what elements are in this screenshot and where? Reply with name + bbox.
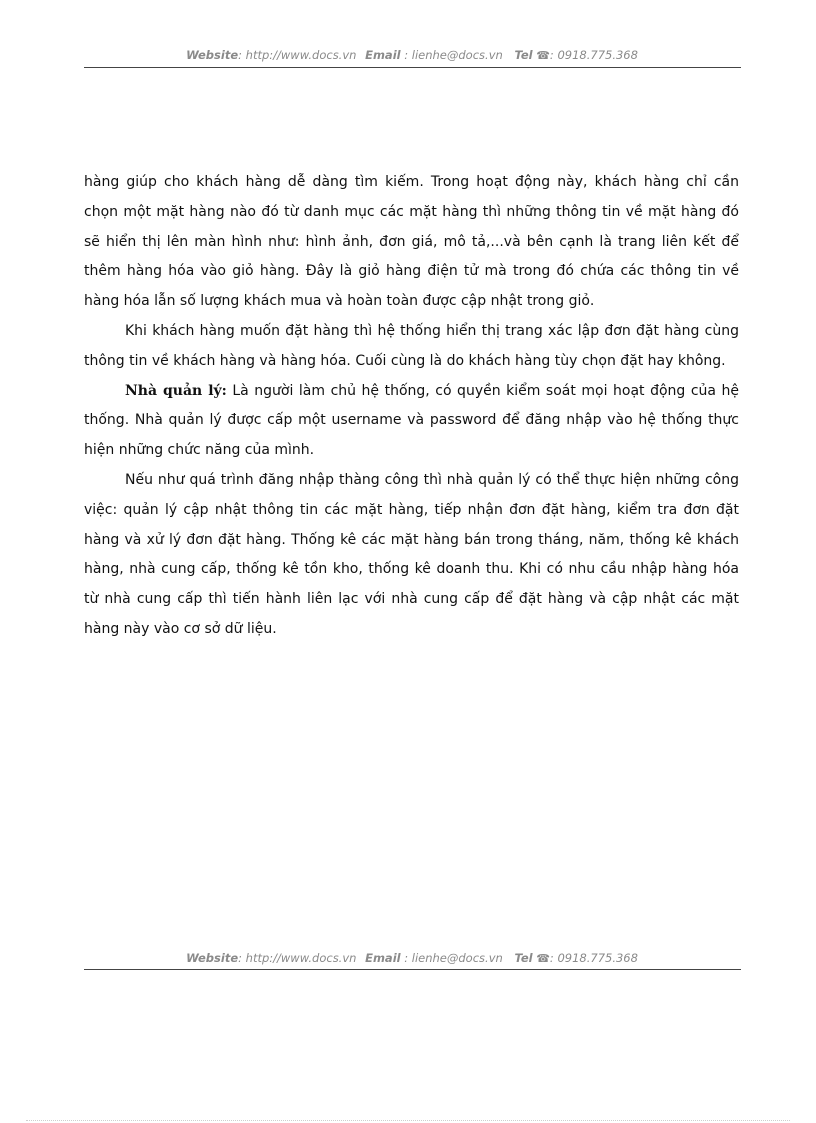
text-line: hiện những chức năng của mình. bbox=[84, 442, 315, 459]
footer-rule bbox=[84, 969, 741, 970]
header-website-value: : http://www.docs.vn bbox=[238, 48, 357, 62]
paragraph-2 bbox=[84, 317, 739, 377]
footer-tel-label: Tel bbox=[514, 951, 533, 965]
text-line bbox=[84, 377, 739, 407]
footer-website-label: Website bbox=[186, 951, 239, 965]
text-line: từ nhà cung cấp thì tiến hành liên lạc với nhà cung cấp để đặt hàng và cập nhật các mặt bbox=[84, 591, 739, 608]
header-tel-label: Tel bbox=[514, 48, 533, 62]
text-line: chọn một mặt hàng nào đó từ danh mục các mặt hàng thì những thông tin về mặt hàng đó bbox=[84, 203, 739, 220]
manager-heading: Nhà quản lý: bbox=[125, 382, 227, 399]
header-email-value: : lienhe@docs.vn bbox=[404, 48, 503, 62]
text-line-part: Là người làm chủ hệ thống, có quyền kiểm soát mọi hoạt động của hệ bbox=[226, 382, 740, 399]
footer-website-value: : http://www.docs.vn bbox=[238, 951, 357, 965]
header-rule bbox=[84, 67, 741, 68]
text-line: hàng, nhà cung cấp, thống kê tồn kho, thống kê doanh thu. Khi có nhu cầu nhập hàng hóa bbox=[84, 561, 739, 578]
paragraph-1 bbox=[84, 168, 739, 317]
text-line: thống. Nhà quản lý được cấp một username và password để đăng nhập vào hệ thống thực bbox=[84, 412, 739, 429]
header-tel-value: : 0918.775.368 bbox=[549, 48, 638, 62]
page-bottom-dotted-line bbox=[26, 1120, 790, 1121]
text-line: sẽ hiển thị lên màn hình như: hình ảnh, đơn giá, mô tả,...và bên cạnh là trang liên kết để bbox=[84, 233, 739, 250]
text-line: hàng giúp cho khách hàng dễ dàng tìm kiếm. Trong hoạt động này, khách hàng chỉ cần bbox=[84, 174, 739, 190]
text-line: Nếu như quá trình đăng nhập thàng công thì nhà quản lý có thể thực hiện những công bbox=[125, 471, 739, 488]
text-line: hàng và xử lý đơn đặt hàng. Thống kê các mặt hàng bán trong tháng, năm, thống kê khách bbox=[84, 531, 739, 548]
phone-icon: ☎ bbox=[536, 49, 550, 62]
text-line: thông tin về khách hàng và hàng hóa. Cuối cùng là do khách hàng tùy chọn đặt hay không. bbox=[84, 352, 726, 369]
footer-tel-value: : 0918.775.368 bbox=[549, 951, 638, 965]
phone-icon: ☎ bbox=[536, 952, 550, 965]
text-line: Khi khách hàng muốn đặt hàng thì hệ thống hiển thị trang xác lập đơn đặt hàng cùng bbox=[125, 322, 739, 339]
text-line: hàng này vào cơ sở dữ liệu. bbox=[84, 620, 277, 637]
footer-email-value: : lienhe@docs.vn bbox=[404, 951, 503, 965]
page-header bbox=[84, 48, 740, 62]
text-line: thêm hàng hóa vào giỏ hàng. Đây là giỏ hàng điện tử mà trong đó chứa các thông tin về bbox=[84, 263, 739, 280]
header-email-label: Email bbox=[365, 48, 401, 62]
paragraph-3 bbox=[84, 377, 739, 466]
footer-email-label: Email bbox=[365, 951, 401, 965]
page-footer bbox=[84, 951, 740, 965]
text-line: việc: quản lý cập nhật thông tin các mặt hàng, tiếp nhận đơn đặt hàng, kiểm tra đơn đặt bbox=[84, 501, 739, 518]
header-website-label: Website bbox=[186, 48, 239, 62]
paragraph-4 bbox=[84, 466, 739, 645]
text-line: hàng hóa lẫn số lượng khách mua và hoàn toàn được cập nhật trong giỏ. bbox=[84, 293, 595, 310]
document-body bbox=[84, 168, 739, 645]
